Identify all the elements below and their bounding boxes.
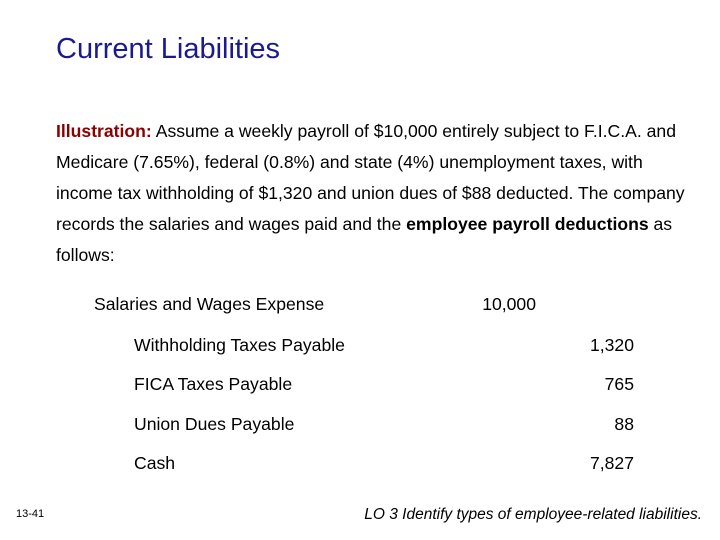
credit-amount: 88 [614, 414, 634, 434]
credit-account: Cash [134, 453, 176, 473]
illustration-label: Illustration: [56, 121, 152, 141]
credit-account: Withholding Taxes Payable [134, 335, 345, 355]
slide-number: 13-41 [16, 508, 45, 520]
debit-amount: 10,000 [482, 294, 536, 314]
debit-account: Salaries and Wages Expense [94, 294, 325, 314]
illustration-text-end: as follows: [56, 214, 673, 265]
credit-account: FICA Taxes Payable [134, 374, 293, 394]
credit-amount: 7,827 [589, 453, 634, 473]
slide-title: Current Liabilities [56, 33, 281, 65]
credit-account: Union Dues Payable [134, 414, 295, 434]
credit-amount: 765 [604, 374, 634, 394]
credit-amount: 1,320 [589, 335, 634, 355]
illustration-emphasis: employee payroll deductions [406, 214, 649, 234]
illustration-text: Assume a weekly payroll of $10,000 entirely subject to F.I.C.A. and Medicare (7.65%), federal (0.8%) and state (4%) unemployment taxes, with income tax withholding of $1,320 and union dues of $88 deducted. The company records the salaries and wages paid and the [56, 121, 685, 234]
learning-objective: LO 3 Identify types of employee-related liabilities. [364, 506, 702, 523]
illustration-paragraph [56, 116, 696, 271]
